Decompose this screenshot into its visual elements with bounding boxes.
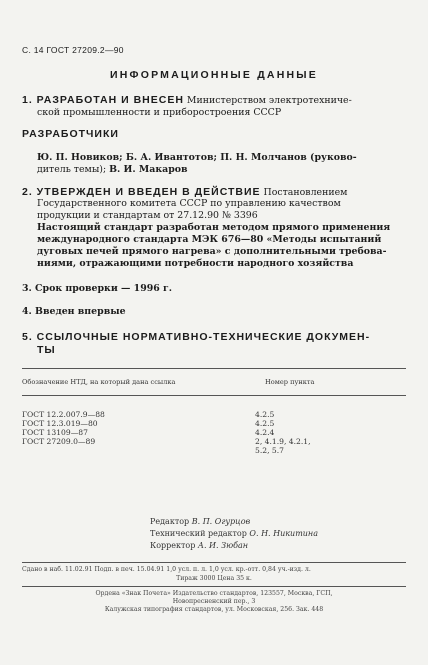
corrector-line — [150, 540, 248, 551]
table-top-rule — [22, 368, 406, 369]
section-2-line5: международного стандарта МЭК 676—80 «Методы испытаний — [37, 234, 382, 245]
table-row — [255, 410, 274, 419]
tech-editor-name: О. Н. Никитина — [249, 529, 318, 538]
section-1-text: Министерством электротехниче- — [186, 95, 352, 106]
editor-name: В. П. Огурцов — [191, 517, 251, 526]
footer-line1: Ордена «Знак Почета» Издательство стандартов, 123557, Москва, ГСП, — [95, 590, 333, 597]
developers-line2 — [37, 164, 188, 176]
table-cell-doc: ГОСТ 13109—87 — [22, 428, 88, 437]
section-2-line4: Настоящий стандарт разработан методом прямого применения — [37, 222, 391, 233]
table-cell-num: 4.2.5 — [255, 410, 275, 419]
table-cell-doc: ГОСТ 12.3.019—80 — [22, 419, 98, 428]
section-3: 3. Срок проверки — 1996 г. — [22, 283, 173, 294]
table-row — [255, 446, 284, 455]
table-row — [22, 437, 95, 446]
table-row — [255, 419, 274, 428]
developers-line1: Ю. П. Новиков; Б. А. Ивантотов; П. Н. Молчанов (руково- — [37, 152, 357, 163]
section-5-line2: ТЫ — [37, 344, 56, 356]
tech-editor-line — [150, 528, 318, 539]
table-row — [22, 419, 98, 428]
developers-heading: РАЗРАБОТЧИКИ — [22, 128, 119, 140]
table-cell-num: 5.2, 5.7 — [255, 446, 284, 455]
tech-editor-label: Технический редактор — [150, 529, 247, 538]
imprint-top-rule — [22, 562, 406, 563]
table-row — [22, 428, 88, 437]
section-5-line1: 5. ССЫЛОЧНЫЕ НОРМАТИВНО-ТЕХНИЧЕСКИЕ ДОКУМЕН- — [22, 331, 371, 343]
imprint-line1: Сдано в наб. 11.02.91 Подп. в печ. 15.04.91 1,0 усл. п. л. 1,0 усл. кр.-отт. 0,84 уч.-изд. л. — [22, 566, 311, 573]
table-cell-num: 4.2.4 — [255, 428, 275, 437]
section-2-line3: продукции и стандартам от 27.12.90 № 3396 — [37, 210, 258, 221]
table-header-num: Номер пункта — [265, 378, 315, 386]
table-cell-doc: ГОСТ 27209.0—89 — [22, 437, 96, 446]
table-cell-num: 2, 4.1.9, 4.2.1, — [255, 437, 311, 446]
developers-line2-pre: дитель темы); — [37, 164, 107, 175]
corrector-label: Корректор — [150, 541, 196, 550]
developers-line2-name: В. И. Макаров — [109, 164, 188, 175]
section-1-line2: ской промышленности и приборостроения СССР — [37, 107, 282, 118]
section-2-line6: дуговых печей прямого нагрева» с дополнительными требова- — [37, 246, 387, 257]
page-title: ИНФОРМАЦИОННЫЕ ДАННЫЕ — [110, 69, 318, 81]
section-2-line2: Государственного комитета СССР по управлению качеством — [37, 198, 341, 209]
footer-line3: Калужская типография стандартов, ул. Московская, 256. Зак. 448 — [104, 606, 324, 613]
corrector-name: А. И. Зюбан — [197, 541, 249, 550]
table-header-doc: Обозначение НТД, на который дана ссылка — [22, 378, 176, 386]
section-1-head: 1. РАЗРАБОТАН И ВНЕСЕН — [22, 94, 184, 106]
editor-label: Редактор — [150, 517, 190, 526]
table-row — [255, 428, 274, 437]
table-row — [22, 410, 105, 419]
page-header: С. 14 ГОСТ 27209.2—90 — [22, 45, 124, 55]
table-cell-doc: ГОСТ 12.2.007.9—88 — [22, 410, 105, 419]
section-2-line7: ниями, отражающими потребности народного хозяйства — [37, 258, 354, 269]
table-header-rule — [22, 395, 406, 396]
imprint-line2: Тираж 3000 Цена 35 к. — [176, 575, 252, 582]
section-4: 4. Введен впервые — [22, 306, 126, 317]
section-2-text: Постановлением — [263, 187, 348, 198]
imprint-bottom-rule — [22, 586, 406, 587]
footer-line2: Новопресненский пер., 3 — [172, 598, 256, 605]
section-1 — [22, 94, 352, 107]
table-row — [255, 437, 311, 446]
editor-line — [150, 516, 250, 527]
section-2-head: 2. УТВЕРЖДЕН И ВВЕДЕН В ДЕЙСТВИЕ — [22, 186, 261, 198]
table-cell-num: 4.2.5 — [255, 419, 275, 428]
